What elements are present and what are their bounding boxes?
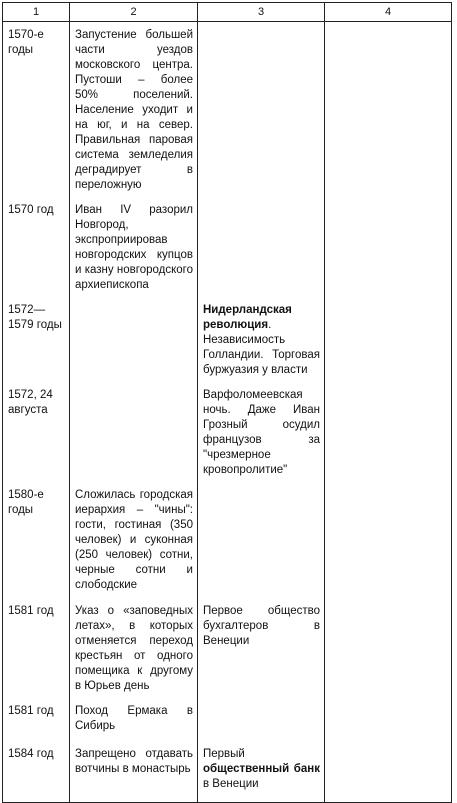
- col4-cell: [325, 382, 452, 482]
- col4-cell: [325, 22, 452, 198]
- table-row: [3, 382, 452, 482]
- cell-text: Иван IV разорил Новгород, экспроприировав новгородских купцов и казну новгородского архиепископа: [75, 204, 193, 291]
- col3-cell: [198, 197, 325, 297]
- col4-cell: [325, 197, 452, 297]
- date-cell: 1580-е годы: [3, 482, 70, 598]
- column-header-2: 2: [70, 3, 198, 22]
- table-row: [3, 598, 452, 698]
- col3-cell: [198, 297, 325, 382]
- col4-cell: [325, 741, 452, 802]
- col3-cell: [198, 598, 325, 698]
- date-cell: 1572—1579 годы: [3, 297, 70, 382]
- col4-cell: [325, 698, 452, 741]
- col4-cell: [325, 482, 452, 598]
- table-row: [3, 482, 452, 598]
- cell-text: Запрещено отдавать вотчины в монастырь: [75, 748, 193, 775]
- table-row: [3, 197, 452, 297]
- col2-cell: [70, 698, 198, 741]
- col3-cell: [198, 741, 325, 802]
- col2-cell: [70, 482, 198, 598]
- col2-cell: [70, 382, 198, 482]
- table-row: [3, 297, 452, 382]
- date-cell: 1570 год: [3, 197, 70, 297]
- bold-text: общественный банк: [203, 763, 320, 775]
- date-cell: 1581 год: [3, 598, 70, 698]
- col3-cell: [198, 382, 325, 482]
- col4-cell: [325, 598, 452, 698]
- col2-cell: [70, 297, 198, 382]
- col3-cell: [198, 22, 325, 198]
- table-body: [3, 22, 452, 803]
- col3-cell: [198, 482, 325, 598]
- header-row: [3, 3, 452, 22]
- cell-text: в Венеции: [203, 778, 259, 790]
- bold-text: Нидерландская революция: [203, 304, 292, 331]
- col2-cell: [70, 22, 198, 198]
- table-row: [3, 698, 452, 741]
- cell-text: Сложилась городская иерархия – "чины": гости, гостиная (350 человек) и суконная (250 человек) сотни, черные сотни и слободские: [75, 489, 193, 591]
- cell-text: . Независимость Голландии. Торговая буржуазия у власти: [203, 319, 320, 376]
- col4-cell: [325, 297, 452, 382]
- column-header-1: 1: [3, 3, 70, 22]
- chronology-table: [2, 2, 452, 803]
- col2-cell: [70, 741, 198, 802]
- col3-cell: [198, 698, 325, 741]
- cell-text: Поход Ермака в Сибирь: [75, 705, 193, 732]
- date-cell: 1570-е годы: [3, 22, 70, 198]
- date-cell: 1572, 24 августа: [3, 382, 70, 482]
- date-cell: 1581 год: [3, 698, 70, 741]
- cell-text: Запустение большей части уездов московского центра. Пустоши – более 50% поселений. Население уходит и на юг, и на север. Правильная паровая система земледелия деградирует в переложную: [75, 29, 193, 191]
- table-row: [3, 22, 452, 198]
- cell-text: Варфоломеевская ночь. Даже Иван Грозный осудил французов за "чрезмерное кровопролитие": [203, 389, 320, 476]
- cell-text: Указ о «заповедных летах», в которых отменяется переход крестьян от одного помещика к другому в Юрьев день: [75, 605, 193, 692]
- column-header-4: 4: [325, 3, 452, 22]
- col2-cell: [70, 197, 198, 297]
- column-header-3: 3: [198, 3, 325, 22]
- cell-text: Первое общество бухгалтеров в Венеции: [203, 605, 320, 647]
- col2-cell: [70, 598, 198, 698]
- date-cell: 1584 год: [3, 741, 70, 802]
- table-row: [3, 741, 452, 802]
- cell-text: Первый: [203, 748, 245, 760]
